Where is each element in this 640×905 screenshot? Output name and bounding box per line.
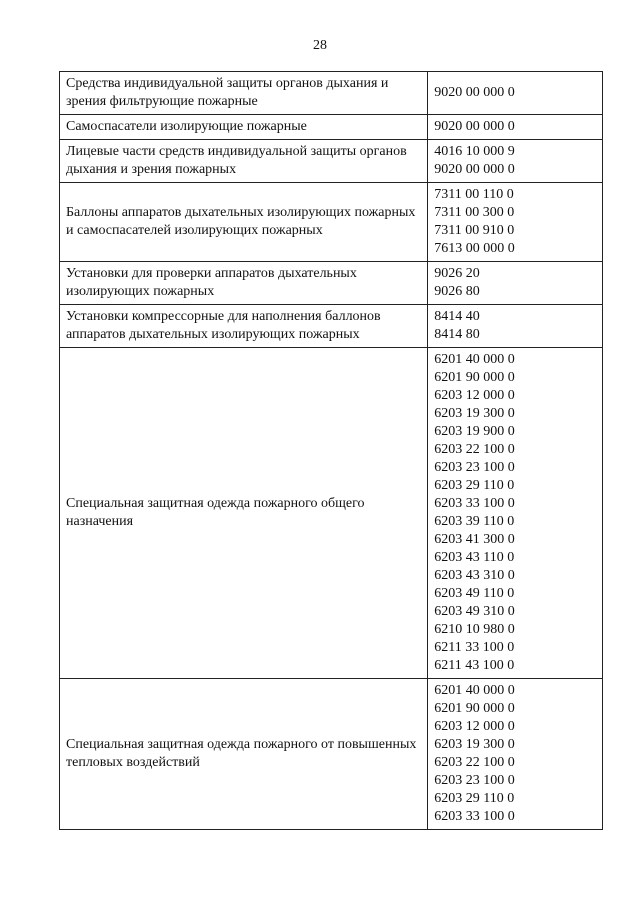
code-value: 7613 00 000 0 [434,241,515,256]
code-value: 6203 12 000 0 [434,719,515,734]
product-codes [428,679,603,830]
code-value: 4016 10 000 9 [434,144,515,159]
code-value: 6203 29 110 0 [434,791,515,806]
code-value: 6203 39 110 0 [434,514,515,529]
code-value: 6203 19 300 0 [434,737,515,752]
product-codes [428,115,603,140]
code-value: 6203 23 100 0 [434,773,515,788]
product-codes [428,262,603,305]
code-value: 9026 20 [434,266,480,281]
code-value: 6203 49 110 0 [434,586,515,601]
code-value: 8414 40 [434,309,480,324]
product-codes-table [59,71,603,830]
code-value: 6201 40 000 0 [434,352,515,367]
table-row [60,348,603,679]
product-name: Установки компрессорные для наполнения баллонов аппаратов дыхательных изолирующих пожарных [60,305,428,348]
product-name: Средства индивидуальной защиты органов дыхания и зрения фильтрующие пожарные [60,72,428,115]
code-value: 6203 19 900 0 [434,424,515,439]
product-name: Баллоны аппаратов дыхательных изолирующих пожарных и самоспасателей изолирующих пожарных [60,183,428,262]
product-codes [428,305,603,348]
code-value: 6203 43 310 0 [434,568,515,583]
code-value: 9020 00 000 0 [434,162,515,177]
code-value: 6203 22 100 0 [434,442,515,457]
code-value: 7311 00 910 0 [434,223,515,238]
code-value: 6203 19 300 0 [434,406,515,421]
code-value: 6203 23 100 0 [434,460,515,475]
table-row [60,140,603,183]
code-value: 9026 80 [434,284,480,299]
code-value: 6203 22 100 0 [434,755,515,770]
code-value: 6203 49 310 0 [434,604,515,619]
code-value: 6203 12 000 0 [434,388,515,403]
code-value: 7311 00 300 0 [434,205,515,220]
code-value: 6201 40 000 0 [434,683,515,698]
product-codes [428,140,603,183]
table-row [60,305,603,348]
code-value: 6201 90 000 0 [434,701,515,716]
code-value: 6201 90 000 0 [434,370,515,385]
product-name: Специальная защитная одежда пожарного от повышенных тепловых воздействий [60,679,428,830]
code-value: 7311 00 110 0 [434,187,514,202]
table-row [60,679,603,830]
table-body [60,72,603,830]
product-name: Установки для проверки аппаратов дыхательных изолирующих пожарных [60,262,428,305]
code-value: 6203 29 110 0 [434,478,515,493]
table-row [60,72,603,115]
code-value: 6203 43 110 0 [434,550,515,565]
product-name: Специальная защитная одежда пожарного общего назначения [60,348,428,679]
product-codes [428,72,603,115]
code-value: 6210 10 980 0 [434,622,515,637]
code-value: 9020 00 000 0 [434,85,515,100]
code-value: 6211 33 100 0 [434,640,515,655]
product-codes [428,348,603,679]
product-codes [428,183,603,262]
code-value: 6211 43 100 0 [434,658,515,673]
table-row [60,262,603,305]
product-name: Лицевые части средств индивидуальной защиты органов дыхания и зрения пожарных [60,140,428,183]
code-value: 6203 41 300 0 [434,532,515,547]
code-value: 9020 00 000 0 [434,119,515,134]
product-name: Самоспасатели изолирующие пожарные [60,115,428,140]
page-number: 28 [313,38,327,53]
code-value: 8414 80 [434,327,480,342]
code-value: 6203 33 100 0 [434,496,515,511]
table-row [60,183,603,262]
code-value: 6203 33 100 0 [434,809,515,824]
table-row [60,115,603,140]
